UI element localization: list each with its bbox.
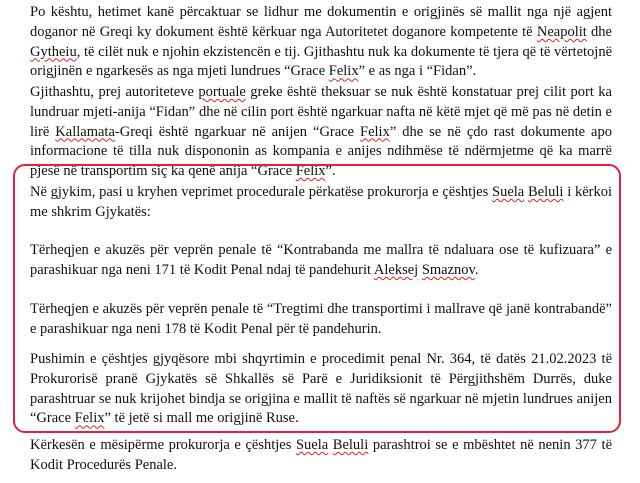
- text-run: ” të jetë si mall me origjinë Ruse.: [104, 410, 299, 427]
- paragraph-case-dismissal: [30, 350, 612, 429]
- text-run: ” dhe se në çdo rast dokumente apo informacione të tilla nuk dispononin as kompania e anijes ndihmëse të ndërmjetme që ka marrë pjesë në transportim siç ka qenë anija “Grace: [30, 123, 612, 180]
- spellcheck-flagged-word: Suela: [295, 437, 329, 453]
- text-run: , të cilët nuk e njohin ekzistencën e tij. Gjithashtu nuk ka dokumente të tjera që të vërtetojnë origjinën e ngarkesës as nga mjeti lundrues “Grace: [30, 43, 612, 80]
- paragraph-prosecutor-request: [30, 183, 612, 223]
- spellcheck-flagged-word: Neapolit: [536, 23, 587, 40]
- spellcheck-flagged-word: Beluli: [527, 184, 564, 200]
- text-run: Pushimin e çështjes gjyqësore mbi shqyrtimin e procedimit penal Nr. 364, të datës 21.02.2023 të Prokurorisë pranë Gjykatës së Shkallës së Parë e Juridiksionit të Përgjithshëm Durrës, duke parashtruar se nuk krijohet bindja se origjina e mallit të naftës së ngarkuar në mjetin lundrues anijen “Grace: [30, 351, 612, 427]
- paragraph-withdraw-charge-178: [30, 300, 612, 340]
- spellcheck-flagged-word: Felix: [360, 123, 390, 140]
- text-run: dhe: [586, 23, 612, 40]
- spellcheck-flagged-word: Beluli: [332, 437, 369, 453]
- text-run: i kërkoi me shkrim Gjykatës:: [30, 184, 613, 220]
- spellcheck-flagged-word: Felix: [74, 410, 105, 427]
- spellcheck-flagged-word: Kallamata: [55, 123, 115, 140]
- text-run: ” e as nga i “Fidan”.: [358, 63, 477, 80]
- text-run: greke është theksuar se nuk është konstatuar prej cilit port ka lundruar mjeti-anija “Fidan” dhe në cilin port është ngarkuar nafta në këtë mjet që më pas në detin e lirë: [30, 84, 612, 140]
- spellcheck-flagged-word: Felix: [295, 163, 326, 180]
- text-run: Tërheqjen e akuzës për veprën penale të “Tregtimi dhe transportimi i mallrave që janë kontrabandë” e parashikuar nga neni 178 të Kodit Penal për të pandehurin.: [30, 301, 612, 337]
- text-run: .: [474, 261, 479, 278]
- text-run: Tërheqjen e akuzës për veprën penale të “Kontrabanda me mallra të ndaluara ose të kufizuara” e parashikuar nga neni 171 të Kodit Penal ndaj të pandehurit: [30, 242, 612, 278]
- text-run: Gjithashtu, prej autoriteteve: [30, 84, 199, 100]
- paragraph-legal-basis: [30, 436, 612, 476]
- spellcheck-flagged-word: Smaznov: [421, 261, 475, 278]
- paragraph-origin-document: [30, 3, 612, 82]
- spellcheck-flagged-word: Gytheiu: [30, 43, 77, 60]
- paragraph-withdraw-charge-171: [30, 241, 612, 281]
- spellcheck-flagged-word: Felix: [328, 63, 359, 80]
- spellcheck-flagged-word: Aleksej: [373, 261, 419, 278]
- text-run: -Greqi është ngarkuar në anijen “Grace: [114, 123, 361, 140]
- text-run: ”.: [325, 163, 336, 180]
- spellcheck-flagged-word: Suela: [492, 184, 525, 200]
- text-run: Në gjykim, pasi u kryhen veprimet procedurale përkatëse prokurorja e çështjes: [30, 184, 492, 200]
- spellcheck-flagged-word: portuale: [198, 84, 246, 100]
- text-run: parashtroi se e mbështet në nenin 377 të Kodit Procedurës Penale.: [30, 437, 613, 473]
- text-run: Po kështu, hetimet kanë përcaktuar se lidhur me dokumentin e origjinës së mallit nga një agjent doganor në Greqi ky dokument është kërkuar nga Autoritetet doganore kompetente të: [30, 4, 612, 40]
- text-run: Kërkesën e mësipërme prokurorja e çështjes: [30, 437, 296, 453]
